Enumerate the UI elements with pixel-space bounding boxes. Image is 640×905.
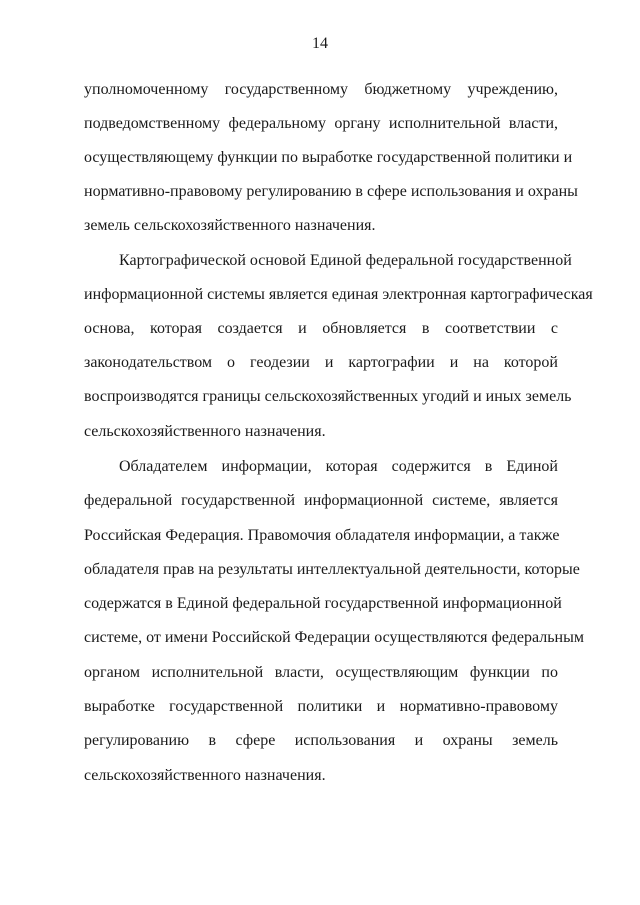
- text-line: информационной системы является единая электронная картографическая: [84, 286, 593, 303]
- text-line: содержатся в Единой федеральной государственной информационной: [84, 595, 562, 612]
- text-line: основа, которая создается и обновляется в соответствии с: [84, 320, 558, 337]
- text-line: регулированию в сфере использования и охраны земель: [84, 732, 558, 749]
- text-line: сельскохозяйственного назначения.: [84, 767, 326, 784]
- text-line: уполномоченному государственному бюджетному учреждению,: [84, 81, 558, 98]
- text-line: нормативно-правовому регулированию в сфере использования и охраны: [84, 183, 578, 200]
- text-line: земель сельскохозяйственного назначения.: [84, 217, 376, 234]
- page-number: 14: [312, 35, 328, 52]
- text-line: воспроизводятся границы сельскохозяйственных угодий и иных земель: [84, 388, 572, 405]
- text-line: Картографической основой Единой федеральной государственной: [119, 252, 572, 269]
- text-line: законодательством о геодезии и картографии и на которой: [84, 354, 558, 371]
- text-line: выработке государственной политики и нормативно-правовому: [84, 698, 558, 715]
- text-line: осуществляющему функции по выработке государственной политики и: [84, 149, 573, 166]
- text-line: Обладателем информации, которая содержится в Единой: [119, 458, 558, 475]
- text-line: органом исполнительной власти, осуществляющим функции по: [84, 664, 558, 681]
- text-line: обладателя прав на результаты интеллектуальной деятельности, которые: [84, 561, 580, 578]
- text-line: системе, от имени Российской Федерации осуществляются федеральным: [84, 629, 584, 646]
- text-line: сельскохозяйственного назначения.: [84, 423, 326, 440]
- text-line: Российская Федерация. Правомочия обладателя информации, а также: [84, 527, 560, 544]
- text-line: федеральной государственной информационной системе, является: [84, 492, 558, 509]
- text-line: подведомственному федеральному органу исполнительной власти,: [84, 115, 558, 132]
